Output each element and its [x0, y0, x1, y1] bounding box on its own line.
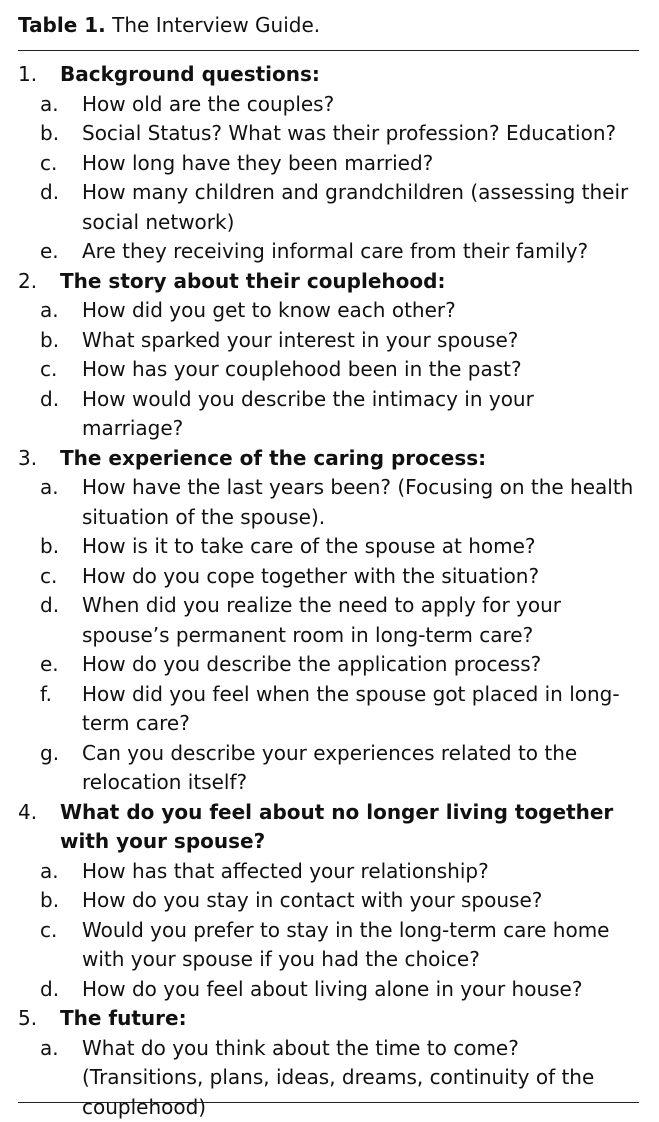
question-item [18, 916, 639, 975]
table-caption [18, 0, 639, 38]
question-letter: d. [40, 385, 82, 444]
question-item [18, 149, 639, 179]
question-text: How do you feel about living alone in your house? [82, 975, 639, 1005]
section-number: 4. [18, 798, 60, 857]
question-text: How do you stay in contact with your spouse? [82, 886, 639, 916]
question-item [18, 119, 639, 149]
question-item [18, 739, 639, 798]
section-heading [18, 798, 639, 857]
question-text: What sparked your interest in your spouse? [82, 326, 639, 356]
section-number: 5. [18, 1004, 60, 1034]
section-heading [18, 444, 639, 474]
question-letter: b. [40, 119, 82, 149]
question-letter: b. [40, 326, 82, 356]
question-letter: a. [40, 857, 82, 887]
section-number: 3. [18, 444, 60, 474]
question-text: How do you describe the application process? [82, 650, 639, 680]
question-letter: b. [40, 886, 82, 916]
question-letter: c. [40, 916, 82, 975]
question-section [18, 444, 639, 798]
question-text: Can you describe your experiences related to the relocation itself? [82, 739, 639, 798]
question-letter: a. [40, 473, 82, 532]
section-heading [18, 267, 639, 297]
table-title: The Interview Guide. [112, 13, 320, 37]
question-letter: d. [40, 591, 82, 650]
question-letter: g. [40, 739, 82, 798]
question-item [18, 650, 639, 680]
question-letter: b. [40, 532, 82, 562]
section-title: The story about their couplehood: [60, 267, 639, 297]
question-text: When did you realize the need to apply for your spouse’s permanent room in long-term care? [82, 591, 639, 650]
question-text: How do you cope together with the situation? [82, 562, 639, 592]
question-text: Social Status? What was their profession? Education? [82, 119, 639, 149]
question-letter: d. [40, 178, 82, 237]
question-text: What do you think about the time to come? (Transitions, plans, ideas, dreams, continuity of the couplehood) [82, 1034, 639, 1122]
question-item [18, 562, 639, 592]
question-item [18, 886, 639, 916]
question-text: Would you prefer to stay in the long-term care home with your spouse if you had the choice? [82, 916, 639, 975]
section-title: Background questions: [60, 60, 639, 90]
question-item [18, 385, 639, 444]
question-letter: e. [40, 650, 82, 680]
section-number: 1. [18, 60, 60, 90]
question-item [18, 355, 639, 385]
question-letter: d. [40, 975, 82, 1005]
section-title: The future: [60, 1004, 639, 1034]
table-label: Table 1. [18, 13, 106, 37]
question-section [18, 60, 639, 267]
question-text: How has your couplehood been in the past? [82, 355, 639, 385]
question-item [18, 296, 639, 326]
question-item [18, 473, 639, 532]
question-item [18, 532, 639, 562]
section-number: 2. [18, 267, 60, 297]
question-text: How have the last years been? (Focusing on the health situation of the spouse). [82, 473, 639, 532]
question-letter: a. [40, 1034, 82, 1122]
question-item [18, 680, 639, 739]
question-item [18, 591, 639, 650]
question-letter: c. [40, 355, 82, 385]
question-item [18, 1034, 639, 1122]
question-letter: a. [40, 296, 82, 326]
question-letter: f. [40, 680, 82, 739]
question-letter: e. [40, 237, 82, 267]
question-text: How old are the couples? [82, 90, 639, 120]
question-section [18, 267, 639, 444]
question-text: How long have they been married? [82, 149, 639, 179]
question-text: How did you get to know each other? [82, 296, 639, 326]
question-text: How would you describe the intimacy in your marriage? [82, 385, 639, 444]
section-heading [18, 60, 639, 90]
question-letter: a. [40, 90, 82, 120]
section-heading [18, 1004, 639, 1034]
question-text: How did you feel when the spouse got placed in long-term care? [82, 680, 639, 739]
question-section [18, 1004, 639, 1122]
question-item [18, 975, 639, 1005]
top-rule [18, 50, 639, 51]
question-letter: c. [40, 562, 82, 592]
question-item [18, 178, 639, 237]
question-text: How many children and grandchildren (assessing their social network) [82, 178, 639, 237]
question-text: How has that affected your relationship? [82, 857, 639, 887]
question-section [18, 798, 639, 1005]
section-title: What do you feel about no longer living together with your spouse? [60, 798, 639, 857]
bottom-rule [18, 1102, 639, 1103]
question-letter: c. [40, 149, 82, 179]
question-item [18, 237, 639, 267]
question-item [18, 326, 639, 356]
section-title: The experience of the caring process: [60, 444, 639, 474]
question-text: How is it to take care of the spouse at home? [82, 532, 639, 562]
question-text: Are they receiving informal care from their family? [82, 237, 639, 267]
question-item [18, 90, 639, 120]
interview-sections [18, 60, 639, 1122]
question-item [18, 857, 639, 887]
